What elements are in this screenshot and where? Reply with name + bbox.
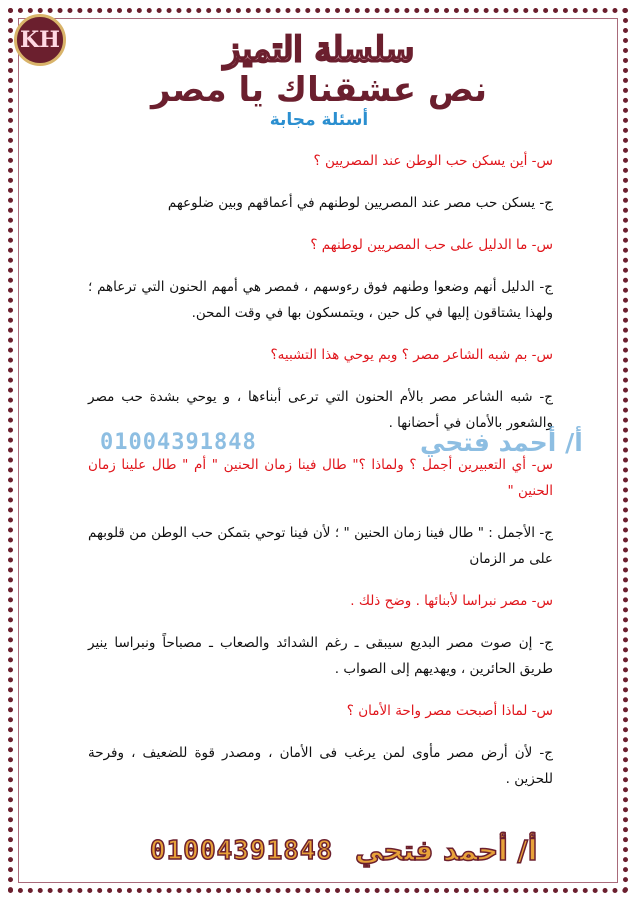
answer-3: ج- شبه الشاعر مصر بالأم الحنون التي ترعى أبناءها ، و يوحي بشدة حب مصر والشعور بالأمان في أحضانها . <box>88 389 553 431</box>
series-title: سلسلة التميز <box>223 30 415 70</box>
lesson-title: نص عشقناك يا مصر <box>151 70 487 110</box>
answer-6: ج- لأن أرض مصر مأوى لمن يرغب فى الأمان ، ومصدر قوة للضعيف ، وفرحة للحزين . <box>88 745 553 787</box>
answer-1: ج- يسكن حب مصر عند المصريين لوطنهم في أعماقهم وبين ضلوعهم <box>167 195 553 211</box>
question-4: س- أي التعبيرين أجمل ؟ ولماذا ؟" طال فينا زمان الحنين " أم " طال علينا زمان الحنين " <box>88 457 553 499</box>
answer-2: ج- الدليل أنهم وضعوا وطنهم فوق رءوسهم ، فمصر هي أمهم الحنون التي ترعاهم ؛ ولهذا يشتاقون إليها في كل حين ، ويتمسكون بها في وقت المحن. <box>88 279 553 321</box>
subtitle: أسئلة مجابة <box>269 110 369 130</box>
answer-5: ج- إن صوت مصر البديع سيبقى ـ رغم الشدائد والصعاب ـ مصباحاً ونبراسا ينير طريق الحائرين ، ويهديهم إلى الصواب . <box>88 635 553 677</box>
question-3: س- بم شبه الشاعر مصر ؟ وبم يوحي هذا التشبيه؟ <box>270 347 553 363</box>
question-6: س- لماذا أصبحت مصر واحة الأمان ؟ <box>346 703 553 719</box>
answer-4: ج- الأجمل : " طال فينا زمان الحنين " ؛ لأن فينا توحي بتمكن حب الوطن من قلوبهم على مر الزمان <box>88 525 553 567</box>
watermark-phone: 01004391848 <box>100 430 257 455</box>
footer-name: أ/ أحمد فتحي <box>355 834 538 867</box>
qa-content <box>88 148 553 808</box>
question-1: س- أين يسكن حب الوطن عند المصريين ؟ <box>313 153 553 169</box>
question-2: س- ما الدليل على حب المصريين لوطنهم ؟ <box>310 237 553 253</box>
watermark-name: أ/ أحمد فتحي <box>420 428 583 457</box>
logo-text: KH <box>20 27 60 53</box>
question-5: س- مصر نبراسا لأبنائها . وضح ذلك . <box>350 593 553 609</box>
footer-phone: 01004391848 <box>150 836 334 866</box>
